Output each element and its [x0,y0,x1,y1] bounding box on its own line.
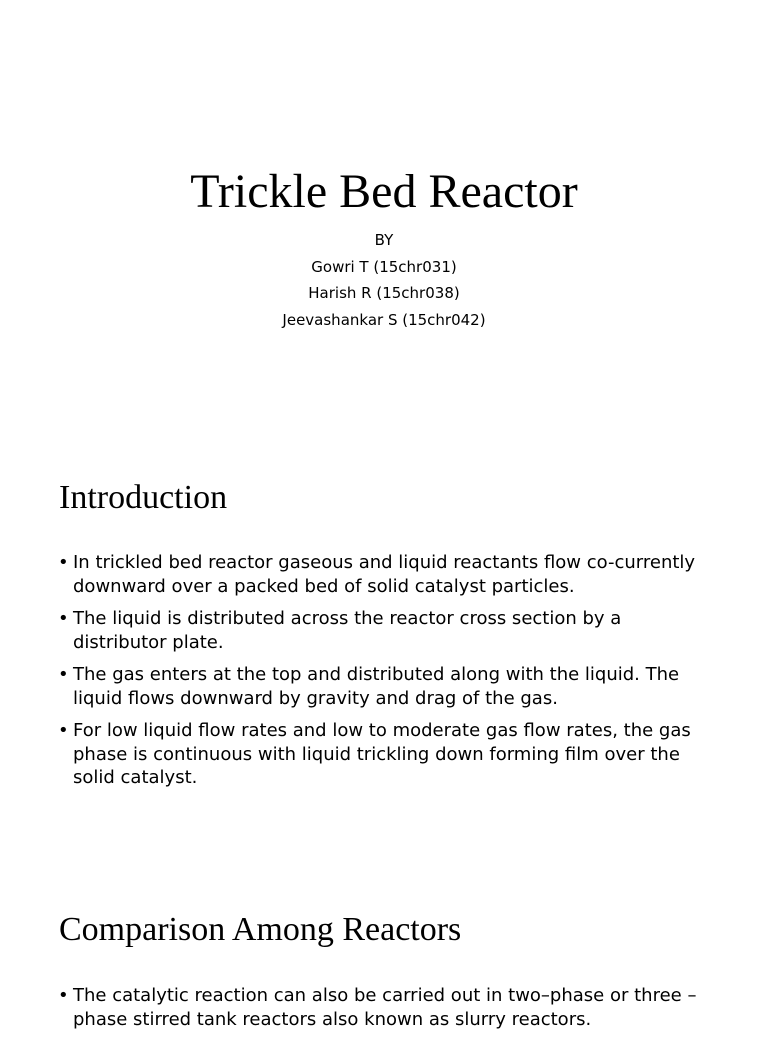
bullet-item [58,551,718,598]
bullet-list [58,984,718,1040]
bullet-icon: • [58,608,69,629]
author-line: Harish R (15chr038) [308,284,460,302]
bullet-item [58,663,718,710]
bullet-item [58,719,718,790]
bullet-item [58,607,718,654]
bullet-icon: • [58,664,69,685]
introduction-slide [0,430,768,860]
bullet-icon: • [58,720,69,741]
slide-title: Introduction [59,479,228,516]
bullet-text: For low liquid flow rates and low to moderate gas flow rates, the gas phase is continuous with liquid trickling down forming film over the solid catalyst. [73,720,691,788]
bullet-list [58,551,718,799]
bullet-text: The gas enters at the top and distributed along with the liquid. The liquid flows downward by gravity and drag of the gas. [73,664,680,709]
bullet-text: In trickled bed reactor gaseous and liquid reactants flow co-currently downward over a packed bed of solid catalyst particles. [73,552,696,597]
slide-title: Comparison Among Reactors [59,911,462,948]
authors-list [0,227,768,333]
title-slide [0,0,768,430]
bullet-icon: • [58,552,69,573]
bullet-text: The liquid is distributed across the reactor cross section by a distributor plate. [73,608,622,653]
presentation-title: Trickle Bed Reactor [190,165,578,218]
by-label: BY [374,231,394,249]
bullet-icon: • [58,985,69,1006]
bullet-text: The catalytic reaction can also be carried out in two–phase or three –phase stirred tank reactors also known as slurry reactors. [73,985,697,1030]
comparison-slide [0,860,768,1030]
author-line: Jeevashankar S (15chr042) [282,310,486,329]
author-line: Gowri T (15chr031) [311,257,457,276]
